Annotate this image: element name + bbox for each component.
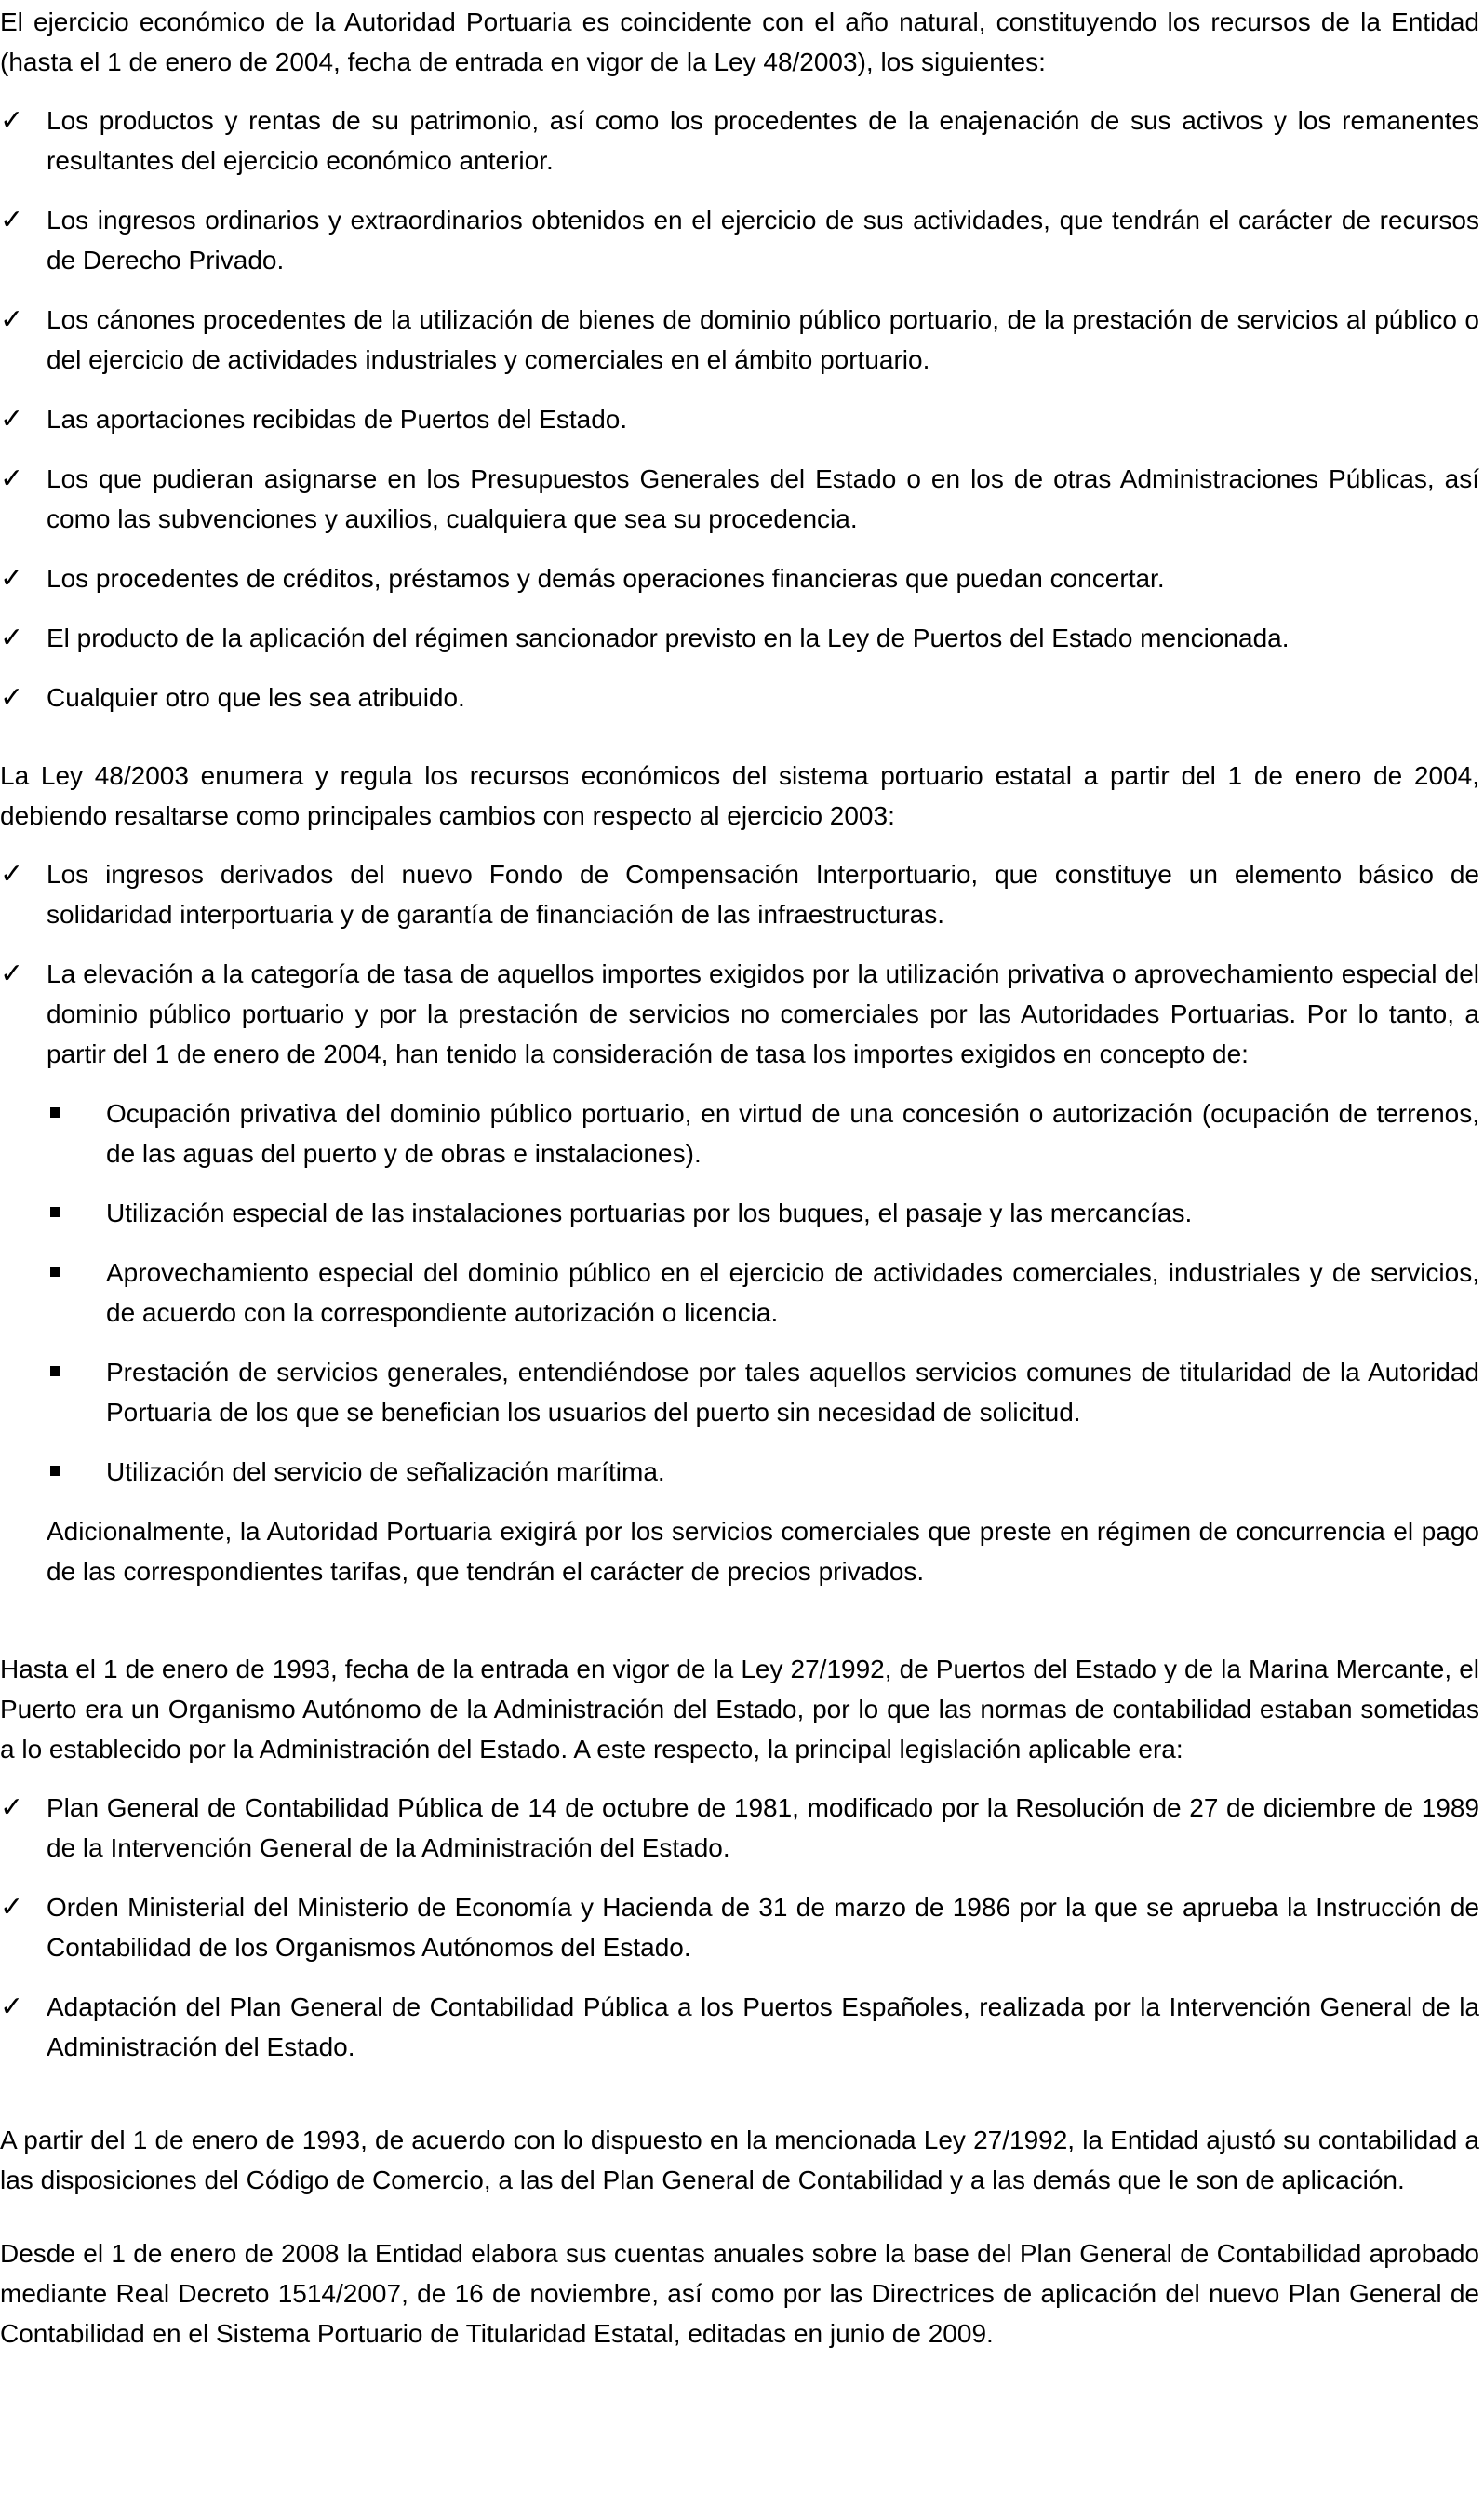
law-48-2003-paragraph: La Ley 48/2003 enumera y regula los recursos económicos del sistema portuario estatal a partir del 1 de enero de 2004, debiendo resaltarse como principales cambios con respecto al ejercicio 2003:: [0, 761, 1479, 830]
tasa-concepts-list: [47, 1093, 1484, 1492]
check-icon: ✓: [0, 959, 24, 989]
list-item: ✓ Los ingresos derivados del nuevo Fondo de Compensación Interportuario, que constituye un elemento básico de solidaridad interportuaria y de garantía de financiación de las infraestructuras.: [0, 854, 1479, 934]
list-item: Utilización especial de las instalaciones portuarias por los buques, el pasaje y las mercancías.: [47, 1193, 1479, 1233]
list-item: ✓ Los procedentes de créditos, préstamos y demás operaciones financieras que puedan concertar.: [0, 558, 1479, 598]
list-item: Aprovechamiento especial del dominio público en el ejercicio de actividades comerciales, industriales y de servicios, de acuerdo con la correspondiente autorización o licencia.: [47, 1253, 1479, 1333]
list-item: ✓ Orden Ministerial del Ministerio de Economía y Hacienda de 31 de marzo de 1986 por la que se aprueba la Instrucción de Contabilidad de los Organismos Autónomos del Estado.: [0, 1887, 1479, 1967]
check-icon: ✓: [0, 105, 24, 136]
legislation-list: [0, 1788, 1484, 2067]
list-item: ✓ Los productos y rentas de su patrimonio, así como los procedentes de la enajenación de sus activos y los remanentes resultantes del ejercicio económico anterior.: [0, 101, 1479, 181]
square-bullet-icon: [50, 1207, 60, 1217]
check-icon: ✓: [0, 623, 24, 653]
check-icon: ✓: [0, 304, 24, 335]
check-icon: ✓: [0, 404, 24, 435]
check-icon: ✓: [0, 682, 24, 713]
list-item: ✓ Cualquier otro que les sea atribuido.: [0, 677, 1479, 717]
list-item: ✓ Plan General de Contabilidad Pública de 14 de octubre de 1981, modificado por la Resolución de 27 de diciembre de 1989 de la Intervención General de la Administración del Estado.: [0, 1788, 1479, 1868]
list-item: ✓ Los que pudieran asignarse en los Presupuestos Generales del Estado o en los de otras Administraciones Públicas, así como las subvenciones y auxilios, cualquiera que sea su procedencia.: [0, 459, 1479, 539]
intro-paragraph: El ejercicio económico de la Autoridad Portuaria es coincidente con el año natural, constituyendo los recursos de la Entidad (hasta el 1 de enero de 2004, fecha de entrada en vigor de la Ley 48/2003), los siguientes:: [0, 7, 1479, 76]
additional-paragraph: Adicionalmente, la Autoridad Portuaria exigirá por los servicios comerciales que preste en régimen de concurrencia el pago de las correspondientes tarifas, que tendrán el carácter de precios privados.: [47, 1517, 1479, 1586]
list-item: Prestación de servicios generales, entendiéndose por tales aquellos servicios comunes de titularidad de la Autoridad Portuaria de los que se benefician los usuarios del puerto sin necesidad de solicitud.: [47, 1352, 1479, 1432]
list-item: ✓ La elevación a la categoría de tasa de aquellos importes exigidos por la utilización privativa o aprovechamiento especial del dominio público portuario y por la prestación de servicios no comerciales por las Autoridades Portuarias. Por lo tanto, a partir del 1 de enero de 2004, han tenido la consideración de tasa los importes exigidos en concepto de:: [0, 954, 1479, 1074]
square-bullet-icon: [50, 1466, 60, 1476]
list-item: ✓ Los cánones procedentes de la utilización de bienes de dominio público portuario, de la prestación de servicios al público o del ejercicio de actividades industriales y comerciales en el ámbito portuario.: [0, 300, 1479, 380]
square-bullet-icon: [50, 1107, 60, 1118]
check-icon: ✓: [0, 463, 24, 494]
square-bullet-icon: [50, 1366, 60, 1376]
law-27-1992-paragraph: A partir del 1 de enero de 1993, de acuerdo con lo dispuesto en la mencionada Ley 27/1992, la Entidad ajustó su contabilidad a las disposiciones del Código de Comercio, a las del Plan General de Contabilidad y a las demás que le son de aplicación.: [0, 2125, 1479, 2194]
check-icon: ✓: [0, 1892, 24, 1923]
check-icon: ✓: [0, 1991, 24, 2022]
history-paragraph: Hasta el 1 de enero de 1993, fecha de la entrada en vigor de la Ley 27/1992, de Puertos del Estado y de la Marina Mercante, el Puerto era un Organismo Autónomo de la Administración del Estado, por lo que las normas de contabilidad estaban sometidas a lo establecido por la Administración del Estado. A este respecto, la principal legislación aplicable era:: [0, 1655, 1479, 1763]
pgc-2008-paragraph: Desde el 1 de enero de 2008 la Entidad elabora sus cuentas anuales sobre la base del Plan General de Contabilidad aprobado mediante Real Decreto 1514/2007, de 16 de noviembre, así como por las Directrices de aplicación del nuevo Plan General de Contabilidad en el Sistema Portuario de Titularidad Estatal, editadas en junio de 2009.: [0, 2239, 1479, 2348]
resources-list: [0, 101, 1484, 717]
list-item: Ocupación privativa del dominio público portuario, en virtud de una concesión o autorización (ocupación de terrenos, de las aguas del puerto y de obras e instalaciones).: [47, 1093, 1479, 1173]
list-item: ✓ El producto de la aplicación del régimen sancionador previsto en la Ley de Puertos del Estado mencionada.: [0, 618, 1479, 658]
check-icon: ✓: [0, 205, 24, 235]
list-item: ✓ Adaptación del Plan General de Contabilidad Pública a los Puertos Españoles, realizada por la Intervención General de la Administración del Estado.: [0, 1987, 1479, 2067]
check-icon: ✓: [0, 859, 24, 890]
check-icon: ✓: [0, 563, 24, 594]
changes-list: [0, 854, 1484, 1074]
square-bullet-icon: [50, 1267, 60, 1277]
list-item: Utilización del servicio de señalización marítima.: [47, 1452, 1479, 1492]
check-icon: ✓: [0, 1792, 24, 1823]
list-item: ✓ Las aportaciones recibidas de Puertos del Estado.: [0, 399, 1479, 439]
list-item: ✓ Los ingresos ordinarios y extraordinarios obtenidos en el ejercicio de sus actividades, que tendrán el carácter de recursos de Derecho Privado.: [0, 200, 1479, 280]
